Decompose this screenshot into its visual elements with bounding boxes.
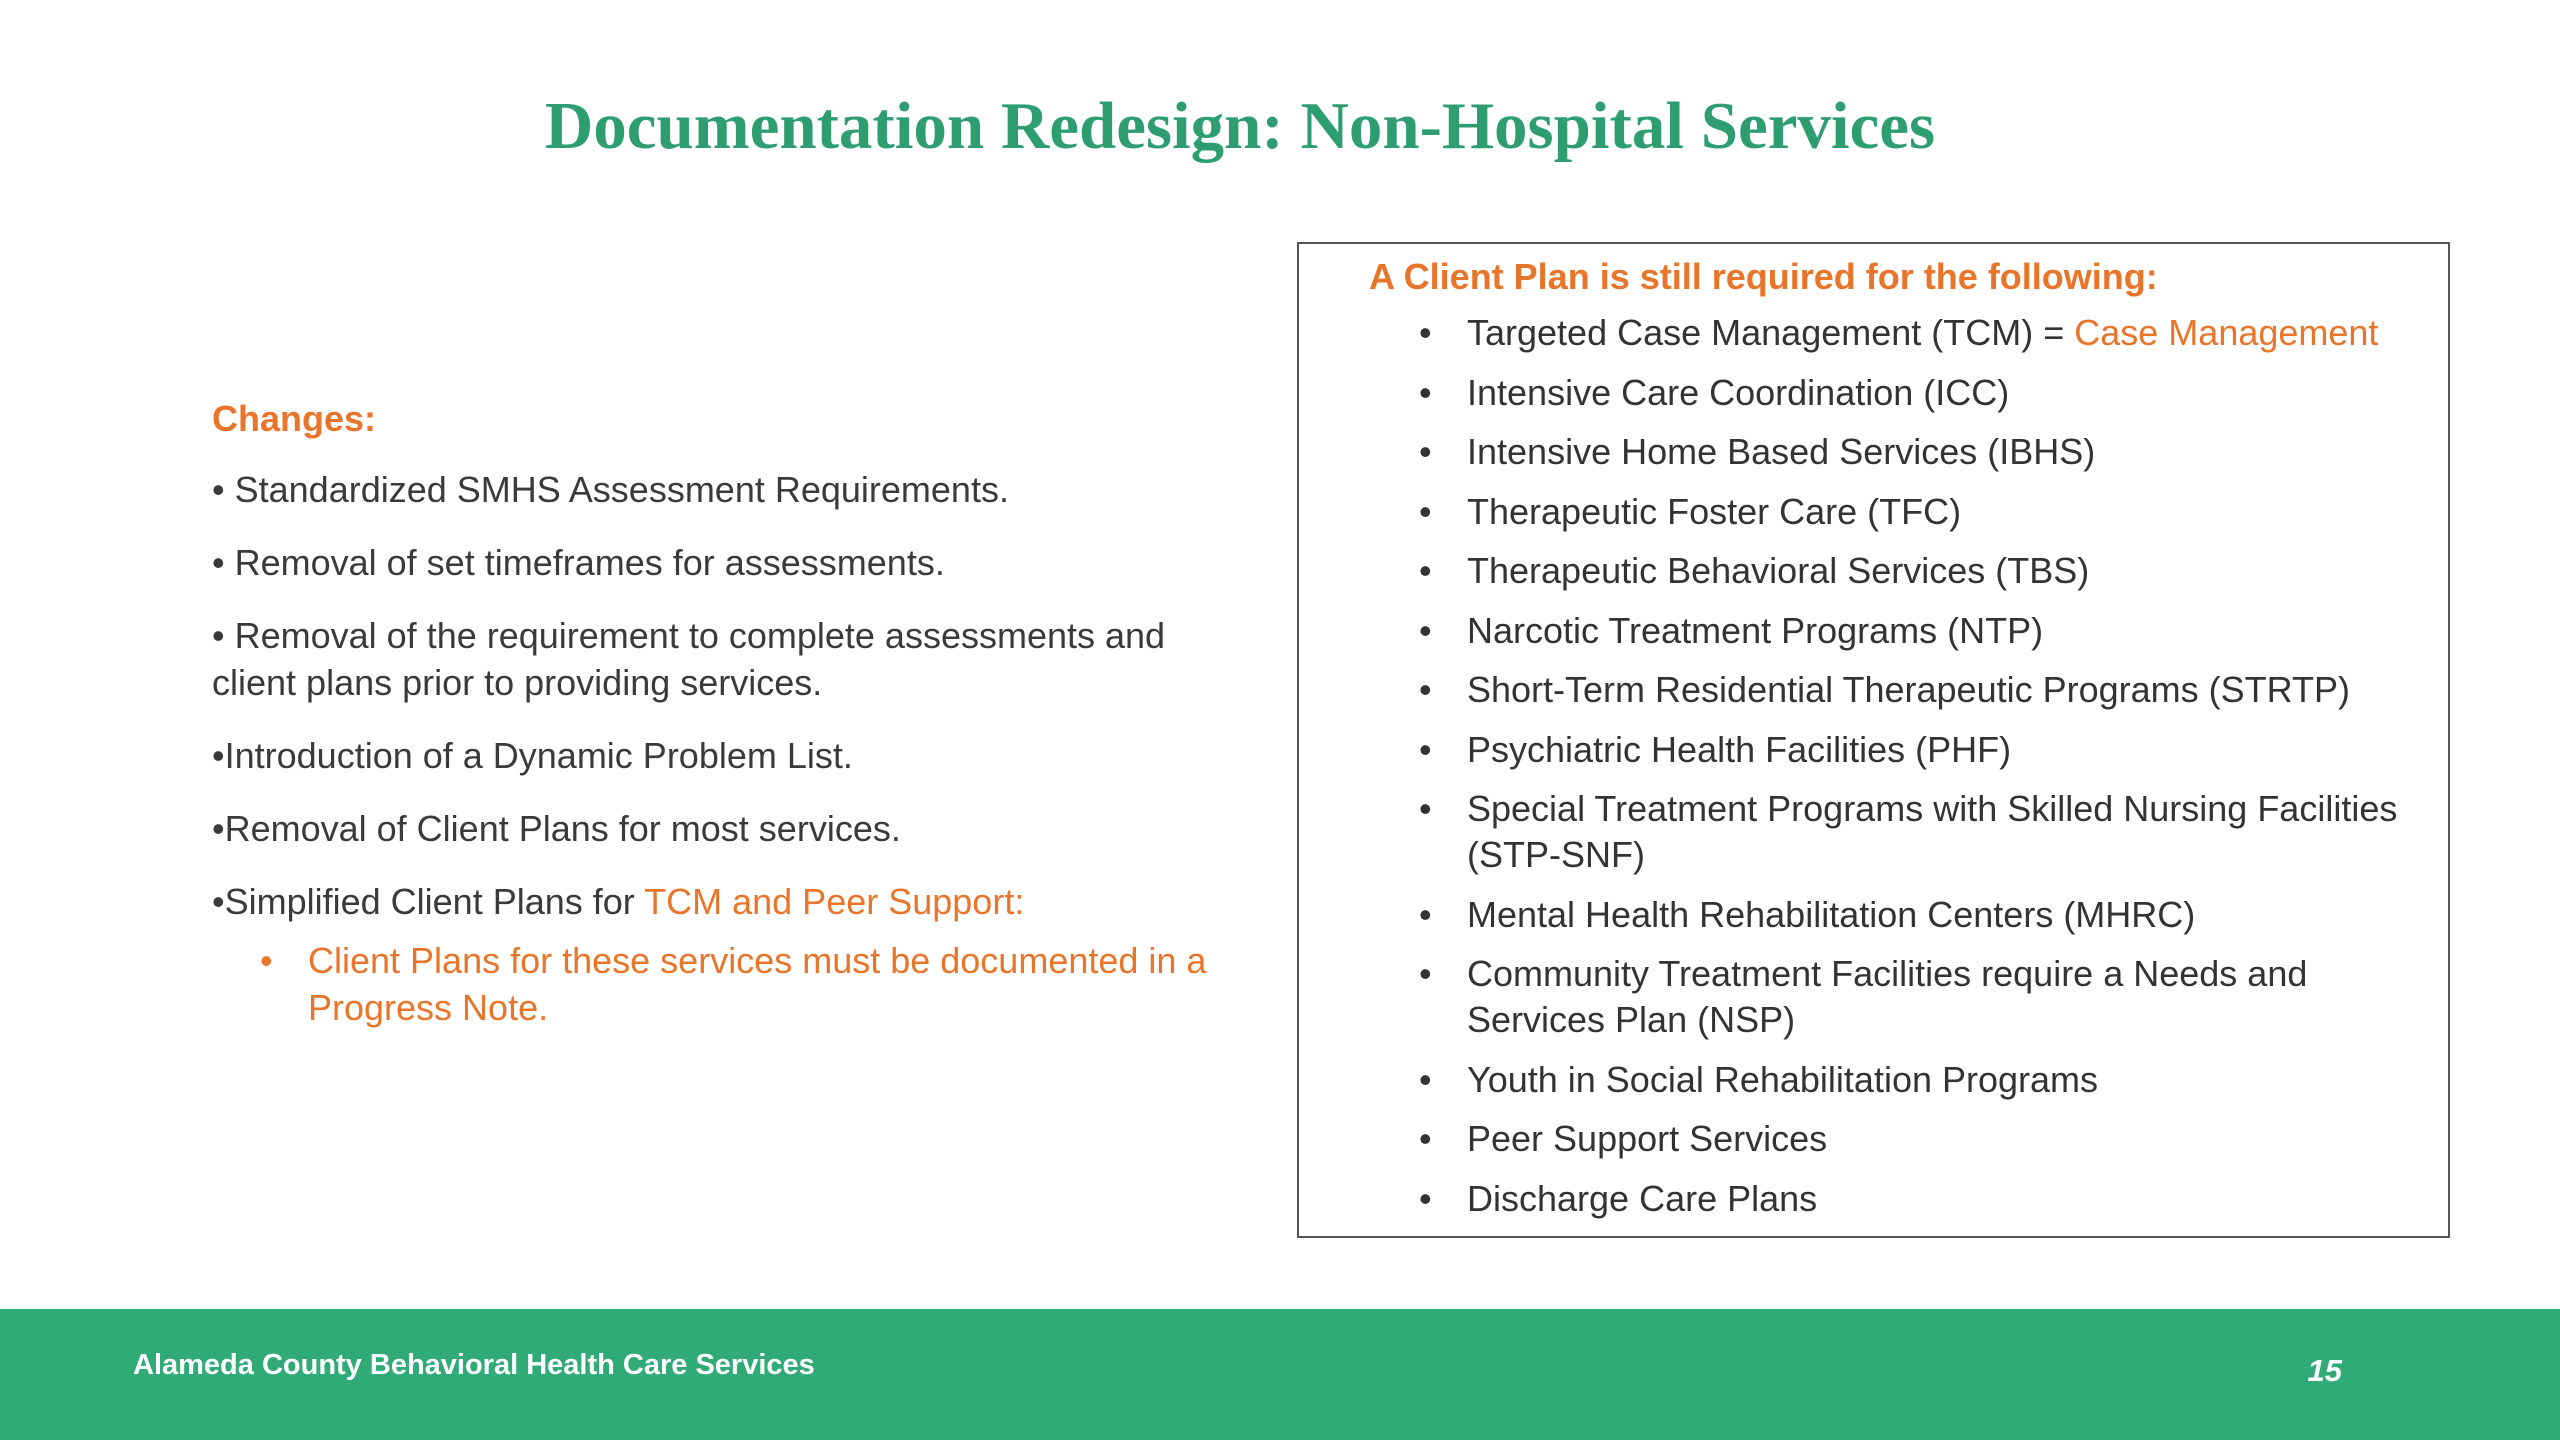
changes-heading: Changes: [212, 398, 377, 439]
changes-item: •Removal of Client Plans for most services. [212, 808, 901, 849]
page-number: 15 [2307, 1353, 2342, 1388]
list-item: • Psychiatric Health Facilities (PHF) [1419, 728, 2012, 770]
changes-item: •Introduction of a Dynamic Problem List. [212, 735, 853, 776]
changes-item: • Standardized SMHS Assessment Requirements. [212, 469, 1009, 510]
list-item: • Therapeutic Foster Care (TFC) [1419, 490, 1962, 532]
case-management-highlight: Case Management [2074, 312, 2379, 353]
list-item: • Special Treatment Programs with Skilled Nursing Facilities (STP-SNF) [1419, 788, 2398, 875]
changes-sub-item: • Client Plans for these services must be documented in a Progress Note. [260, 940, 1207, 1028]
client-plan-requirements-box [1297, 242, 2450, 1238]
changes-section [212, 395, 1232, 1031]
list-item: • Narcotic Treatment Programs (NTP) [1419, 609, 2044, 651]
footer-bar [0, 1309, 2560, 1440]
list-item: • Discharge Care Plans [1419, 1177, 1818, 1219]
slide-title: Documentation Redesign: Non-Hospital Services [544, 89, 1936, 163]
organization-name: Alameda County Behavioral Health Care Services [133, 1349, 815, 1381]
changes-item: • Removal of the requirement to complete assessments and client plans prior to providing services. [212, 615, 1166, 703]
list-item: • Targeted Case Management (TCM) = Case Management [1419, 312, 2379, 353]
list-item: • Peer Support Services [1419, 1118, 1828, 1159]
tcm-peer-support-highlight: TCM and Peer Support: [644, 881, 1025, 922]
changes-item: • Removal of set timeframes for assessments. [212, 542, 945, 583]
client-plan-list [1419, 310, 2429, 1235]
changes-item-simplified: •Simplified Client Plans for TCM and Peer Support: [212, 881, 1025, 922]
list-item: • Intensive Home Based Services (IBHS) [1419, 431, 2096, 472]
list-item: • Short-Term Residential Therapeutic Programs (STRTP) [1419, 669, 2350, 710]
list-item: • Community Treatment Facilities require a Needs and Services Plan (NSP) [1419, 953, 2308, 1040]
list-item: • Mental Health Rehabilitation Centers (MHRC) [1419, 893, 2196, 935]
client-plan-heading: A Client Plan is still required for the following: [1369, 256, 2158, 297]
list-item: • Intensive Care Coordination (ICC) [1419, 371, 2010, 413]
list-item: • Therapeutic Behavioral Services (TBS) [1419, 550, 2090, 591]
list-item: • Youth in Social Rehabilitation Programs [1419, 1058, 2099, 1100]
